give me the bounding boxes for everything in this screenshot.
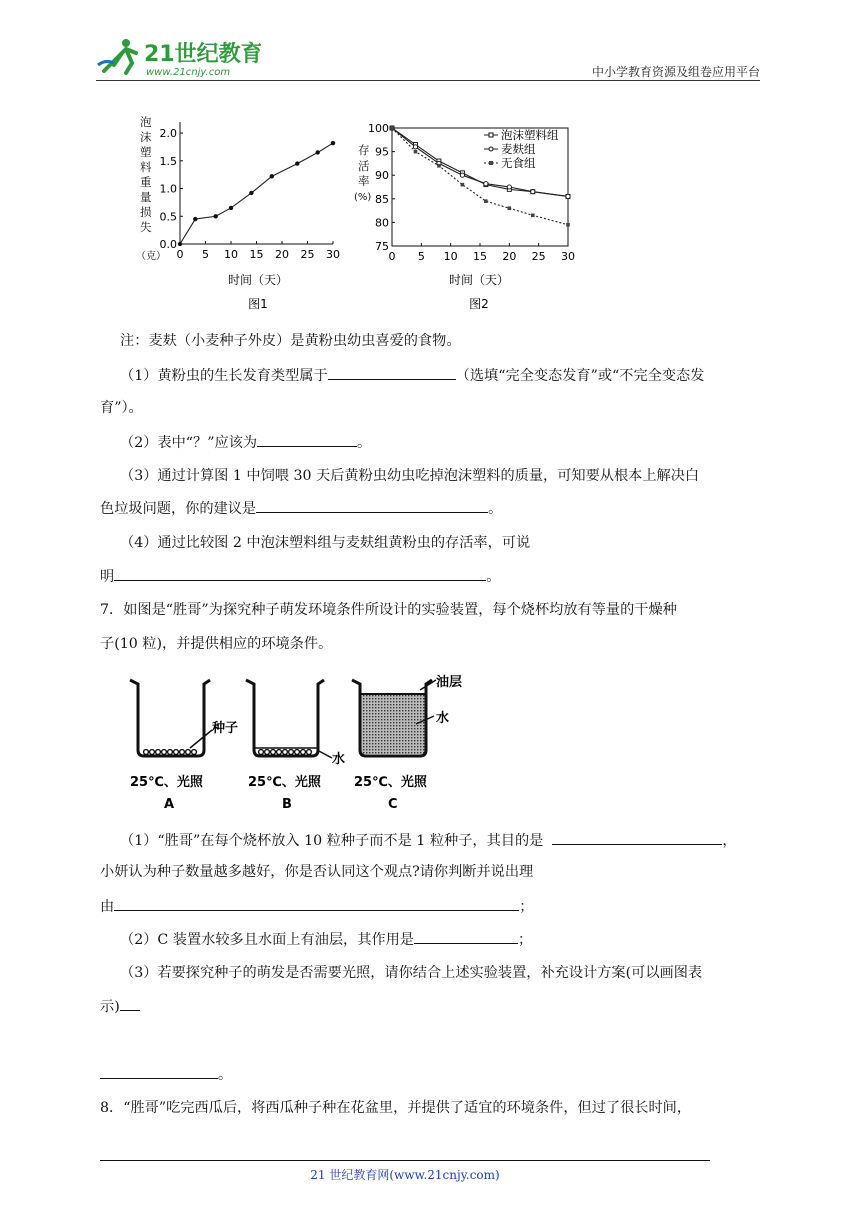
q6-4-cont: 明 。 [100, 566, 500, 587]
x-tick-label: 20 [502, 250, 517, 263]
data-point [413, 145, 417, 149]
x-tick-label: 10 [224, 248, 238, 261]
x-tick-label: 5 [202, 248, 209, 261]
x-tick-label: 30 [561, 250, 575, 263]
label-seed: 种子 [212, 721, 239, 736]
q6-1-cont: 育”）。 [100, 400, 143, 416]
y-tick-label: 0.0 [159, 238, 177, 251]
fig1-caption: 图1 [248, 297, 268, 311]
footer-text: 21 世纪教育网(www.21cnjy.com) [310, 1168, 500, 1182]
fig2-ylabel [354, 143, 371, 203]
fig1-xlabel: 时间（天） [227, 273, 289, 287]
series-line-2 [392, 128, 568, 225]
runner-icon [98, 39, 136, 73]
svg-text:率: 率 [358, 174, 370, 188]
answer-blank-7-3-start[interactable] [120, 996, 140, 1011]
svg-text:活: 活 [358, 159, 370, 173]
answer-blank-7-1[interactable] [552, 830, 722, 845]
svg-text:料: 料 [140, 160, 152, 174]
label-water-c: 水 [436, 711, 450, 726]
q7-2: （2）C 装置水较多且水面上有油层，其作用是 ； [120, 929, 532, 950]
fig2-caption: 图2 [469, 297, 489, 311]
q6-4: （4）通过比较图 2 中泡沫塑料组与麦麸组黄粉虫的存活率，可说 [120, 535, 531, 551]
svg-text:失: 失 [140, 220, 152, 234]
data-point [507, 185, 511, 189]
q6-3: （3）通过计算图 1 中饲喂 30 天后黄粉虫幼虫吃掉泡沫塑料的质量，可知要从根本上解决白 [120, 468, 700, 484]
data-point [331, 141, 335, 145]
data-point [193, 217, 197, 221]
data-point [461, 183, 465, 187]
q7-1-cont: 小妍认为种子数量越多越好，你是否认同这个观点?请你判断并说出理 [100, 864, 534, 880]
fig2-plot [368, 122, 575, 263]
beaker-figure [120, 668, 480, 816]
x-tick-label: 30 [326, 248, 340, 261]
cond-c: 25℃、光照 [354, 775, 427, 790]
y-tick-label: 1.5 [159, 154, 177, 168]
data-point [270, 174, 274, 178]
x-tick-label: 15 [249, 248, 264, 261]
label-a: A [164, 797, 175, 812]
data-point [484, 199, 488, 203]
legend-marker [489, 133, 493, 137]
y-tick-label: 2.0 [159, 127, 177, 141]
svg-text:泡: 泡 [140, 115, 152, 129]
svg-text:量: 量 [140, 190, 152, 204]
x-tick-label: 0 [176, 248, 184, 261]
legend-label: 无食组 [501, 156, 536, 170]
data-point [484, 182, 488, 186]
svg-text:塑: 塑 [140, 145, 152, 159]
data-point [295, 161, 299, 165]
beaker-a [130, 680, 238, 812]
data-point [390, 126, 394, 130]
fig1-plot [160, 122, 341, 261]
x-tick-label: 10 [443, 250, 458, 263]
data-point [566, 194, 570, 198]
plot-frame [392, 128, 568, 246]
legend-marker [489, 147, 493, 151]
site-logo [96, 35, 261, 79]
label-c: C [388, 797, 398, 812]
data-point [316, 150, 320, 154]
x-tick-label: 15 [473, 250, 487, 263]
logo-title: 21世纪教育 [144, 42, 261, 67]
cond-a: 25℃、光照 [130, 775, 203, 790]
label-oil: 油层 [436, 675, 463, 690]
svg-text:损: 损 [140, 205, 152, 219]
fig2-xlabel: 时间（天） [448, 273, 510, 287]
answer-blank-6-4[interactable] [114, 566, 486, 581]
x-tick-label: 5 [417, 250, 425, 263]
platform-name: 中小学教育资源及组卷应用平台 [591, 65, 760, 79]
svg-text:存: 存 [358, 143, 370, 157]
legend-label: 泡沫塑料组 [501, 128, 559, 142]
y-tick-label: 1.0 [159, 182, 177, 196]
data-point [178, 242, 182, 246]
x-tick-label: 25 [300, 248, 315, 261]
answer-blank-6-2[interactable] [257, 432, 357, 447]
q6-1: （1）黄粉虫的生长发育类型属于 （选填“完全变态发育”或“不完全变态发 [120, 365, 704, 386]
chart-fig2 [352, 110, 577, 315]
q7-stem: 7．如图是“胜哥”为探究种子萌发环境条件所设计的实验装置，每个烧杯均放有等量的干燥种 [100, 602, 677, 618]
q7-3-end: 。 [100, 1064, 232, 1085]
x-tick-label: 25 [531, 250, 546, 263]
q7-3: （3）若要探究种子的萌发是否需要光照，请你结合上述实验装置，补充设计方案(可以画图表 [120, 965, 703, 981]
answer-blank-6-1[interactable] [328, 365, 456, 380]
label-b: B [282, 797, 292, 812]
y-tick-label: 0.5 [159, 210, 177, 224]
cond-b: 25℃、光照 [248, 775, 321, 790]
data-point [229, 206, 233, 210]
logo-url: www.21cnjy.com [146, 67, 231, 78]
label-water-b: 水 [332, 752, 346, 767]
data-point [249, 191, 253, 195]
data-point [531, 214, 535, 218]
chart-fig1 [130, 110, 350, 315]
legend-label: 麦麸组 [501, 142, 536, 156]
header-rule [96, 80, 760, 81]
answer-blank-7-2[interactable] [414, 929, 518, 944]
data-point [508, 206, 512, 210]
y-tick-label: 75 [375, 240, 389, 253]
answer-blank-7-1-reason[interactable] [114, 896, 519, 911]
q6-3-cont: 色垃圾问题，你的建议是 。 [100, 498, 502, 519]
q7-stem-cont: 子(10 粒)，并提供相应的环境条件。 [100, 636, 333, 652]
svg-text:（克）: （克） [136, 251, 166, 262]
note-line: 注：麦麸（小麦种子外皮）是黄粉虫幼虫喜爱的食物。 [120, 333, 461, 349]
data-point [531, 190, 535, 194]
svg-text:(%): (%) [354, 192, 372, 203]
answer-blank-7-3-end[interactable] [100, 1064, 218, 1079]
q7-1: （1）“胜哥”在每个烧杯放入 10 粒种子而不是 1 粒种子，其目的是 ， [120, 830, 737, 851]
series-line-0 [180, 143, 333, 244]
x-tick-label: 20 [275, 248, 289, 261]
svg-text:重: 重 [140, 175, 152, 189]
y-tick-label: 80 [375, 216, 389, 230]
footer-rule [100, 1160, 710, 1161]
y-tick-label: 100 [368, 122, 389, 135]
q8-stem: 8．“胜哥”吃完西瓜后，将西瓜种子种在花盆里，并提供了适宜的环境条件，但过了很长时间， [100, 1100, 692, 1116]
data-point [460, 173, 464, 177]
data-point [437, 164, 441, 168]
data-point [214, 214, 218, 218]
x-tick-label: 0 [388, 250, 396, 263]
beaker-c [352, 674, 462, 812]
q7-3-cont: 示) [100, 996, 140, 1017]
q6-2: （2）表中“？”应该为 。 [120, 432, 371, 453]
q7-1-reason: 由 ； [100, 896, 533, 917]
svg-text:沫: 沫 [140, 130, 152, 144]
y-tick-label: 95 [375, 145, 389, 159]
y-tick-label: 85 [375, 192, 389, 206]
answer-blank-6-3[interactable] [256, 498, 488, 513]
y-tick-label: 90 [375, 169, 389, 183]
data-point [566, 223, 570, 227]
data-point [414, 150, 418, 154]
legend-marker [489, 161, 493, 165]
beaker-b [246, 680, 345, 812]
